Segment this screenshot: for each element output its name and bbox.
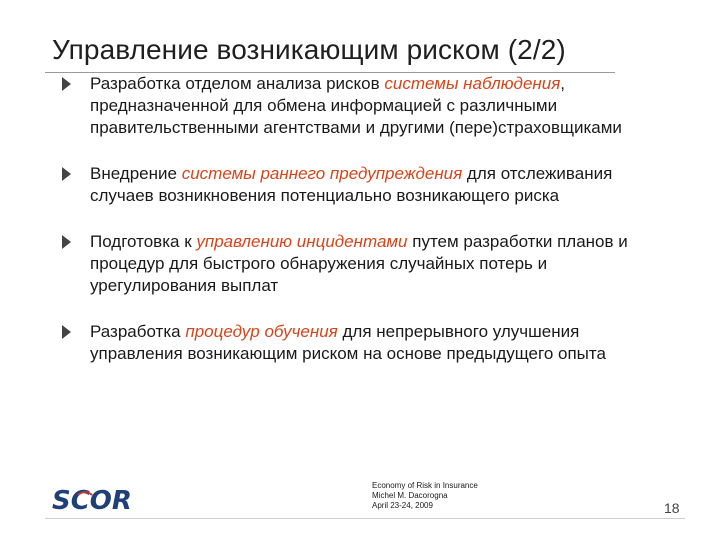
logo-text: SCOR (52, 486, 132, 515)
slide-title: Управление возникающим риском (2/2) (52, 34, 566, 65)
bullet-item (62, 163, 672, 207)
bullet-arrow-icon (62, 325, 71, 339)
bullet-list (62, 73, 672, 389)
footer-line: Economy of Risk in Insurance (372, 481, 478, 490)
bullet-highlight: системы раннего предупреждения (181, 164, 463, 183)
bullet-text: для отслеживания случаев возникновения потенциально возникающего риска (90, 164, 613, 205)
bullet-text: Подготовка к (90, 232, 197, 251)
page-number: 18 (664, 500, 680, 516)
bullet-text: Внедрение (90, 164, 182, 183)
bullet-text: Разработка (90, 322, 186, 341)
bullet-item (62, 321, 672, 365)
bullet-highlight: управлению инцидентами (196, 232, 408, 251)
footer-info (372, 481, 478, 511)
bullet-text: путем разработки планов и процедур для быстрого обнаружения случайных потерь и урегулирования выплат (90, 232, 628, 295)
bullet-text: , предназначенной для обмена информацией с различными правительственными агентствами и другими (пере)страховщиками (90, 74, 622, 137)
bullet-item (62, 231, 672, 297)
footer-line: April 23-24, 2009 (372, 501, 433, 510)
footer-line: Michel M. Dacorogna (372, 491, 448, 500)
bullet-arrow-icon (62, 167, 71, 181)
footer-divider (45, 518, 685, 519)
bullet-text: Разработка отделом анализа рисков (90, 74, 385, 93)
bullet-highlight: системы наблюдения (384, 74, 561, 93)
bullet-arrow-icon (62, 77, 71, 91)
bullet-item (62, 73, 672, 139)
bullet-text: для непрерывного улучшения управления возникающим риском на основе предыдущего опыта (90, 322, 606, 363)
bullet-arrow-icon (62, 235, 71, 249)
bullet-highlight: процедур обучения (185, 322, 338, 341)
scor-logo (52, 485, 142, 515)
